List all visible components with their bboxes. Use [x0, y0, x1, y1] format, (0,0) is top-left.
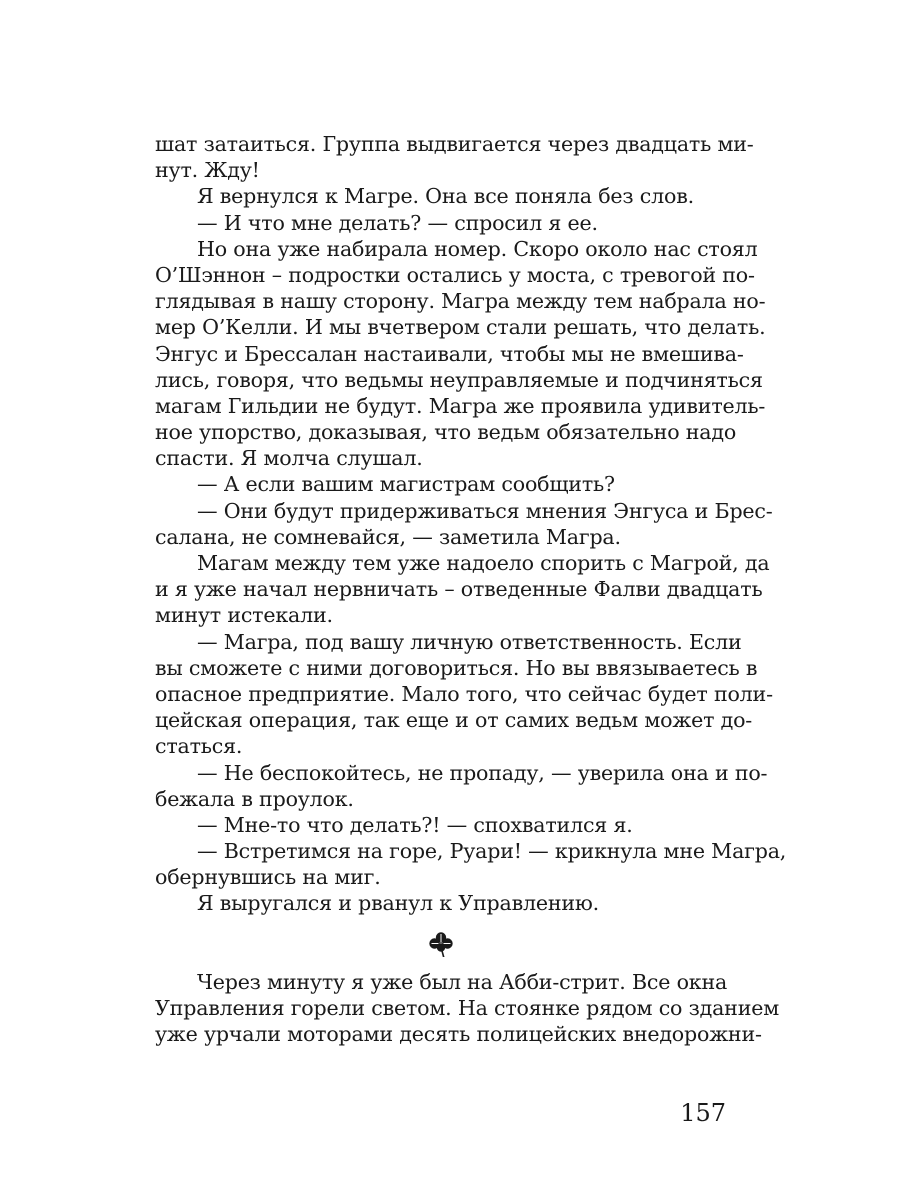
text-line: ное упорство, доказывая, что ведьм обязательно надо [155, 420, 737, 445]
text-line: — Магра, под вашу личную ответственность. Если [197, 629, 742, 654]
text-line: О’Шэннон – подростки остались у моста, с тревогой по- [155, 262, 755, 287]
text-line: глядывая в нашу сторону. Магра между тем набрала но- [155, 289, 766, 314]
text-line: и я уже начал нервничать – отведенные Фалви двадцать [155, 577, 763, 602]
text-line: — Встретимся на горе, Руари! — крикнула мне Магра, [197, 839, 787, 864]
text-line: нут. Жду! [155, 158, 260, 183]
text-line: салана, не сомневайся, — заметила Магра. [155, 524, 621, 549]
text-line: Через минуту я уже был на Абби-стрит. Все окна [197, 969, 728, 994]
text-line: уже урчали моторами десять полицейских внедорожни- [155, 1022, 762, 1046]
page-number: 157 [680, 1099, 726, 1127]
section-separator [155, 917, 727, 969]
text-line: — Не беспокойтесь, не пропаду, — уверила она и по- [197, 760, 768, 785]
text-line: Энгус и Брессалан настаивали, чтобы мы не вмешива- [155, 341, 744, 366]
text-line: шат затаиться. Группа выдвигается через двадцать ми- [155, 132, 754, 156]
text-line: — И что мне делать? — спросил я ее. [197, 210, 598, 235]
text-line: Но она уже набирала номер. Скоро около нас стоял [197, 236, 758, 261]
text-line: Я выругался и рванул к Управлению. [197, 891, 599, 916]
clover-icon [427, 930, 455, 958]
text-line: Магам между тем уже надоело спорить с Магрой, да [197, 551, 770, 575]
text-line: — Они будут придерживаться мнения Энгуса и Брес- [197, 498, 773, 523]
text-line: — Мне-то что делать?! — спохватился я. [197, 812, 633, 837]
text-line: опасное предприятие. Мало того, что сейчас будет поли- [155, 681, 773, 706]
text-line: Я вернулся к Магре. Она все поняла без слов. [197, 184, 694, 209]
text-line: лись, говоря, что ведьмы неуправляемые и подчиняться [155, 367, 763, 392]
text-line: вы сможете с ними договориться. Но вы ввязываетесь в [155, 655, 758, 680]
book-page-text [155, 131, 787, 1047]
text-line: бежала в проулок. [155, 786, 354, 811]
text-line: магам Гильдии не будут. Магра же проявила удивитель- [155, 393, 766, 418]
text-line: статься. [155, 734, 243, 759]
text-line: — А если вашим магистрам сообщить? [197, 472, 615, 497]
text-line: мер О’Келли. И мы вчетвером стали решать, что делать. [155, 315, 766, 340]
text-line: Управления горели светом. На стоянке рядом со зданием [155, 995, 780, 1020]
text-line: минут истекали. [155, 603, 333, 628]
text-line: спасти. Я молча слушал. [155, 446, 423, 471]
text-line: обернувшись на миг. [155, 865, 381, 890]
text-line: цейская операция, так еще и от самих ведьм может до- [155, 708, 753, 733]
